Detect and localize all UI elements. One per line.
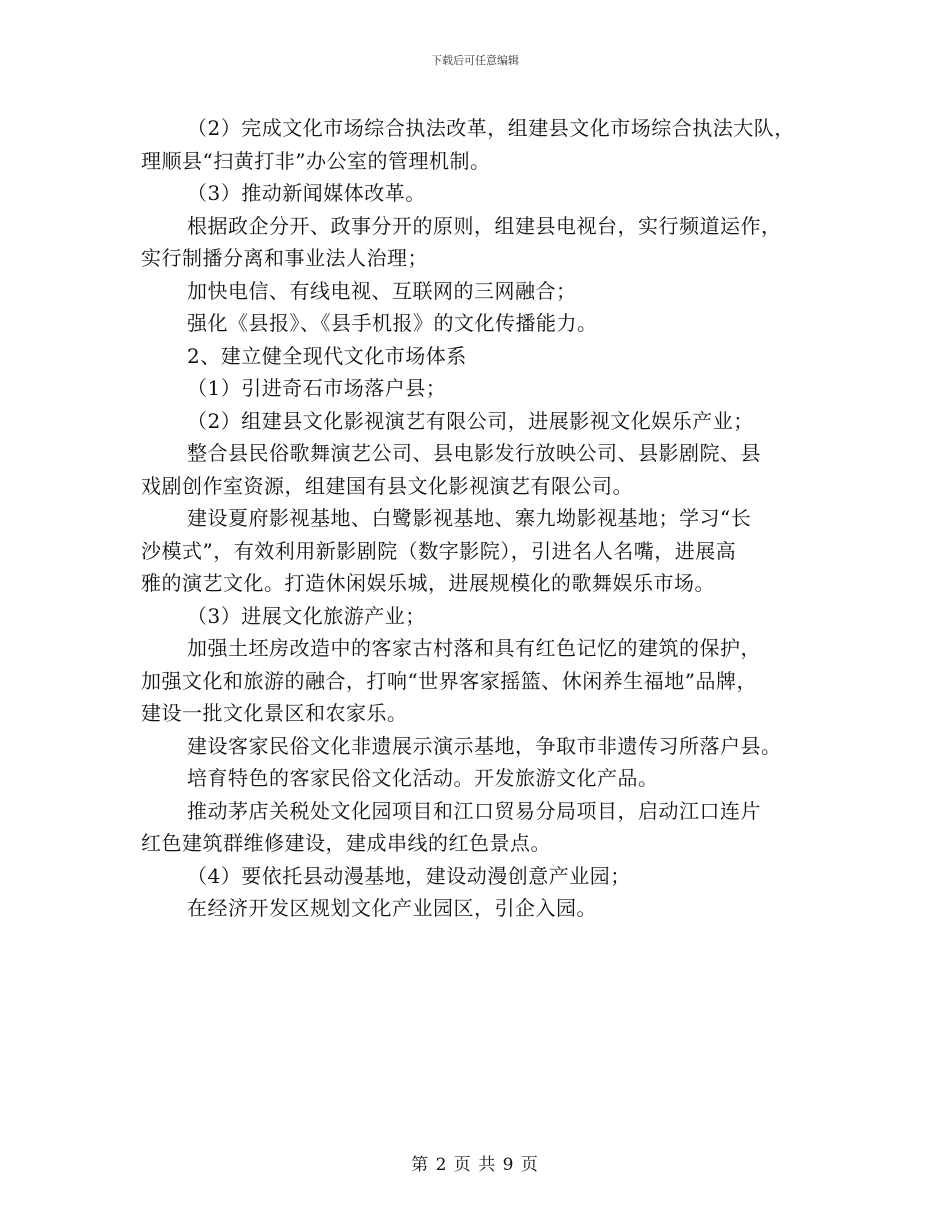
paragraph-line: 建设客家民俗文化非遗展示演示基地，争取市非遗传习所落户县。 [187,733,782,758]
paragraph-line: 加强土坯房改造中的客家古村落和具有红色记忆的建筑的保护， [187,636,761,660]
paragraph-line: 整合县民俗歌舞演艺公司、县电影发行放映公司、县影剧院、县 [187,441,761,465]
paragraph-line: 建设一批文化景区和农家乐。 [141,701,408,725]
paragraph-line: 建设夏府影视基地、白鹭影视基地、寨九坳影视基地；学习“长 [187,506,752,530]
page-number: 第 2 页 共 9 页 [411,1155,539,1175]
paragraph-line: （2）完成文化市场综合执法改革，组建县文化市场综合执法大队， [187,116,795,140]
paragraph-line: 2、建立健全现代文化市场体系 [187,343,467,368]
paragraph-line: 戏剧创作室资源，组建国有县文化影视演艺有限公司。 [141,473,633,498]
document-body [141,112,831,925]
paragraph-line: （3）推动新闻媒体改革。 [187,181,426,205]
paragraph-line: 加强文化和旅游的融合，打响“世界客家摇篮、休闲养生福地”品牌， [141,668,757,693]
paragraph-line: （1）引进奇石市场落户县； [187,376,447,400]
paragraph-line: 推动茅店关税处文化园项目和江口贸易分局项目，启动江口连片 [187,798,761,823]
paragraph-line: 沙模式”，有效利用新影剧院（数字影院），引进名人名嘴，进展高 [141,538,737,563]
paragraph-line: 培育特色的客家民俗文化活动。开发旅游文化产品。 [187,766,659,790]
paragraph-line: 在经济开发区规划文化产业园区，引企入园。 [187,896,597,920]
paragraph-line: 根据政企分开、政事分开的原则，组建县电视台，实行频道运作， [187,213,782,238]
paragraph-line: （2）组建县文化影视演艺有限公司，进展影视文化娱乐产业； [187,408,754,433]
paragraph-line: 加快电信、有线电视、互联网的三网融合； [187,278,577,303]
paragraph-line: 红色建筑群维修建设，建成串线的红色景点。 [141,831,551,855]
paragraph-line: 实行制播分离和事业法人治理； [141,246,428,270]
paragraph-line: （4）要依托县动漫基地，建设动漫创意产业园； [187,863,631,888]
paragraph-line: （3）进展文化旅游产业； [187,603,426,628]
paragraph-line: 强化《县报》、《县手机报》的文化传播能力。 [187,311,598,335]
page-header: 下载后可任意编辑 [431,54,519,67]
paragraph-line: 雅的演艺文化。打造休闲娱乐城，进展规模化的歌舞娱乐市场。 [141,571,715,595]
paragraph-line: 理顺县“扫黄打非”办公室的管理机制。 [141,148,491,173]
